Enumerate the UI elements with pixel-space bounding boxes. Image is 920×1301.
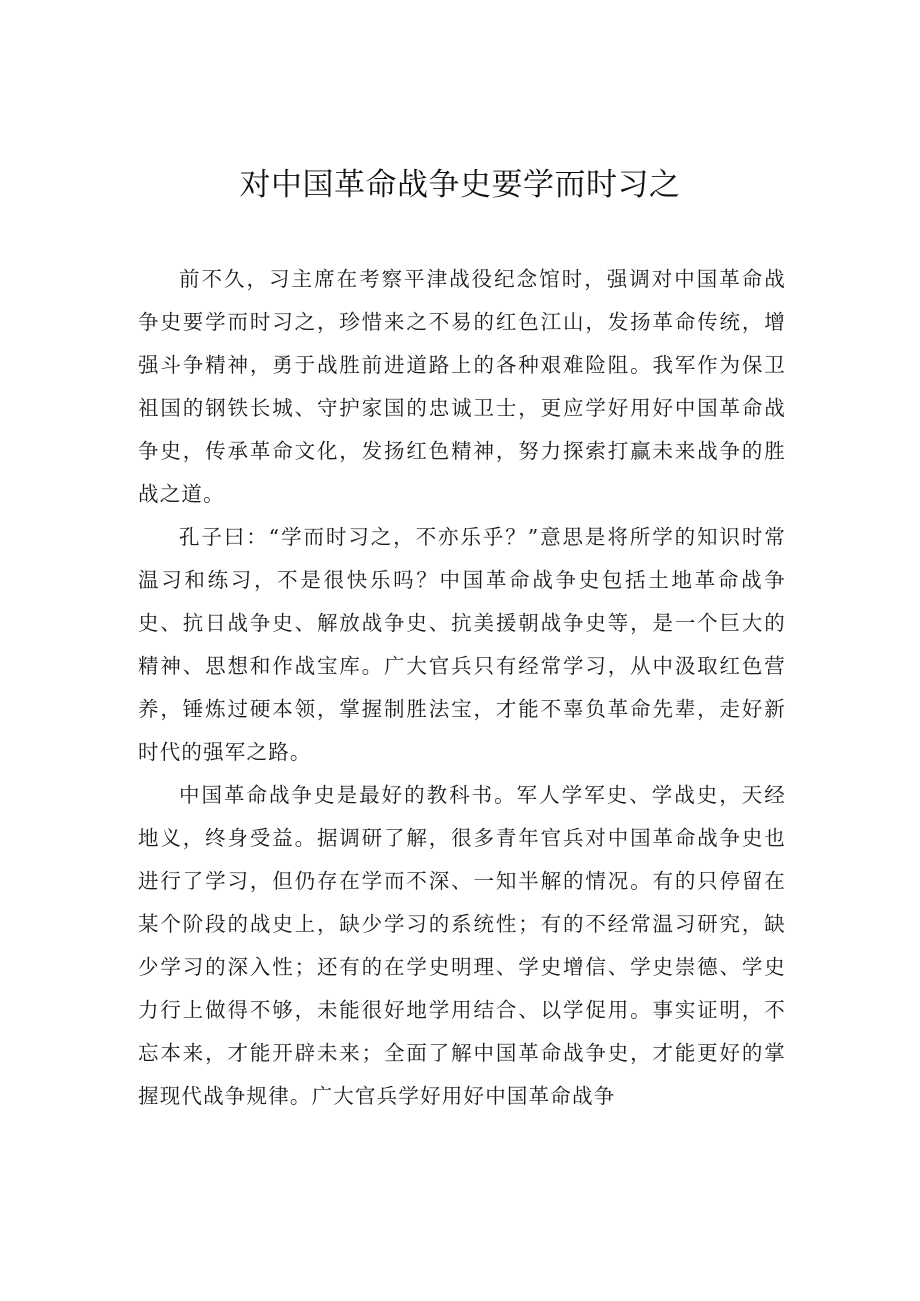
paragraph-1: 前不久，习主席在考察平津战役纪念馆时，强调对中国革命战争史要学而时习之，珍惜来之不易的红色江山，发扬革命传统，增强斗争精神，勇于战胜前进道路上的各种艰难险阻。我军作为保卫祖国的钢铁长城、守护家国的忠诚卫士，更应学好用好中国革命战争史，传承革命文化，发扬红色精神，努力探索打赢未来战争的胜战之道。: [138, 267, 786, 506]
document-title: 对中国革命战争史要学而时习之: [239, 167, 681, 203]
document-body: [138, 258, 786, 1118]
paragraph-2: 孔子曰：“学而时习之，不亦乐乎？”意思是将所学的知识时常温习和练习，不是很快乐吗？中国革命战争史包括土地革命战争史、抗日战争史、解放战争史、抗美援朝战争史等，是一个巨大的精神、思想和作战宝库。广大官兵只有经常学习，从中汲取红色营养，锤炼过硬本领，掌握制胜法宝，才能不辜负革命先辈，走好新时代的强军之路。: [138, 525, 786, 764]
paragraph-3: 中国革命战争史是最好的教科书。军人学军史、学战史，天经地义，终身受益。据调研了解，很多青年官兵对中国革命战争史也进行了学习，但仍存在学而不深、一知半解的情况。有的只停留在某个阶段的战史上，缺少学习的系统性；有的不经常温习研究，缺少学习的深入性；还有的在学史明理、学史增信、学史崇德、学史力行上做得不够，未能很好地学用结合、以学促用。事实证明，不忘本来，才能开辟未来；全面了解中国革命战争史，才能更好的掌握现代战争规律。广大官兵学好用好中国革命战争: [138, 783, 786, 1108]
